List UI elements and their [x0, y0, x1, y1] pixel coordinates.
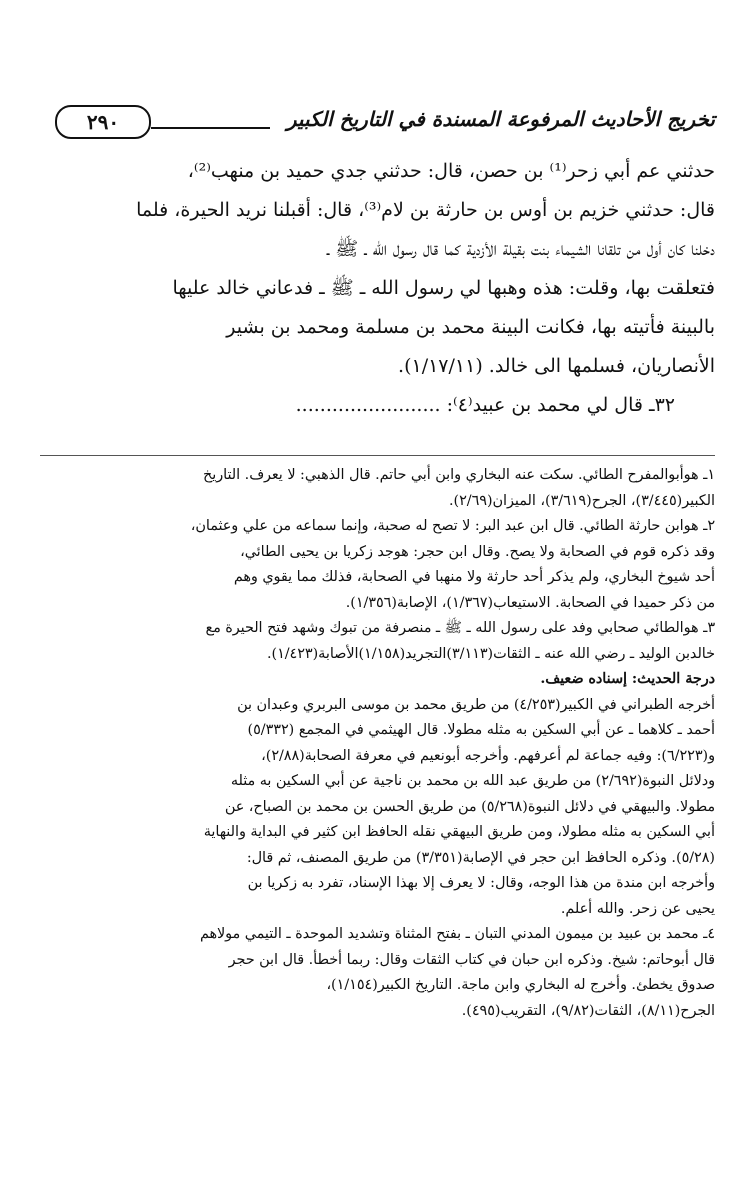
footnote-line: ٢ـ هوابن حارثة الطائي. قال ابن عبد البر: لا تصح له صحبة، وإنما سماعه من علي وعثمان،	[190, 518, 715, 534]
footnote-line: أخرجه الطبراني في الكبير(٤/٢٥٣) من طريق محمد بن موسى البربري وعبدان بن	[237, 696, 715, 713]
footnote-line: قال أبوحاتم: شيخ. وذكره ابن حبان في كتاب الثقات وقال: ربما أخطأ. قال ابن حجر	[228, 951, 715, 968]
footnote-line: ٤ـ محمد بن عبيد بن ميمون المدني التبان ـ بفتح المثناة وتشديد الموحدة ـ التيمي مولاهم	[199, 926, 715, 942]
header-rule	[151, 127, 270, 129]
footnote-line: وقد ذكره قوم في الصحابة ولا يصح. وقال ابن حجر: هوجد زكريا بن يحيى الطائي،	[240, 543, 715, 560]
footnotes	[40, 463, 715, 1024]
main-line: فتعلقت بها، وقلت: هذه وهبها لي رسول الله ـ ﷺ ـ فدعاني خالد عليها	[172, 277, 715, 299]
footnote-line: أبي السكين به مثله مطولا، ومن طريق البيهقي نقله الحافظ ابن كثير في البداية والنهاية	[203, 824, 715, 840]
running-title: تخريج الأحاديث المرفوعة المسندة في التاريخ الكبير	[286, 107, 715, 131]
page-number: ٢٩٠	[55, 105, 151, 139]
footnote-line: (٥/٢٨). وذكره الحافظ ابن حجر في الإصابة(٣/٣٥١) من طريق المصنف، ثم قال:	[246, 849, 715, 866]
footnote-line: الكبير(٣/٤٤٥)، الجرح(٣/٦١٩)، الميزان(٢/٦٩).	[449, 492, 715, 509]
hadith-grade: درجة الحديث: إسناده ضعيف.	[540, 671, 715, 687]
footnote-line: من ذكر حميدا في الصحابة. الاستيعاب(١/٣٦٧)، الإصابة(١/٣٥٦).	[345, 594, 715, 611]
main-line: قال: حدثني خزيم بن أوس بن حارثة بن لام⁽³⁾، قال: أقبلنا نريد الحيرة، فلما	[136, 199, 715, 221]
hadith-heading: ٣٢ـ قال لي محمد بن عبيد⁽٤⁾: ........................	[295, 394, 675, 416]
footnote-line: أحمد ـ كلاهما ـ عن أبي السكين به مثله مطولا. قال الهيثمي في المجمع (٥/٣٣٢)	[247, 722, 715, 738]
footnote-line: ٣ـ هوالطائي صحابي وفد على رسول الله ـ ﷺ ـ منصرفة من تبوك وشهد فتح الحيرة مع	[205, 620, 715, 636]
footnote-line: مطولا. والبيهقي في دلائل النبوة(٥/٢٦٨) من طريق الحسن بن محمد بن الصباح، عن	[224, 798, 715, 815]
footnote-line: الجرح(٨/١١)، الثقات(٩/٨٢)، التقريب(٤٩٥).	[461, 1002, 715, 1019]
main-line: الأنصاريان، فسلمها الى خالد. (١/١٧/١١).	[398, 355, 715, 377]
main-line: دخلنا كان أول من تلقانا الشيماء بنت بقيلة الأزدية كما قال رسول الله ـ ﷺ ـ	[326, 238, 715, 260]
footnote-line: أحد شيوخ البخاري، ولم يذكر أحد حارثة ولا منهبا في الصحابة، فذلك مما يقوي وهم	[233, 569, 715, 585]
footnote-separator	[40, 455, 715, 456]
footnote-line: وأخرجه ابن مندة من هذا الوجه، وقال: لا يعرف إلا بهذا الإسناد، تفرد به زكريا بن	[247, 875, 715, 891]
page-header	[55, 105, 715, 141]
main-line: حدثني عم أبي زحر⁽¹⁾ بن حصن، قال: حدثني جدي حميد بن منهب⁽²⁾،	[187, 160, 715, 182]
footnote-line: و(٦/٢٢٣): وفيه جماعة لم أعرفهم. وأخرجه أبونعيم في معرفة الصحابة(٢/٨٨)،	[261, 747, 715, 764]
footnote-line: ودلائل النبوة(٢/٦٩٢) من طريق عبد الله بن محمد بن ناجية عن أبي السكين به مثله	[230, 773, 715, 789]
footnote-line: خالدبن الوليد ـ رضي الله عنه ـ الثقات(٣/١١٣)التجريد(١/١٥٨)الأصابة(١/٤٢٣).	[266, 645, 715, 662]
footnote-line: ١ـ هوأبوالمفرح الطائي. سكت عنه البخاري وابن أبي حاتم. قال الذهبي: لا يعرف. التاريخ	[203, 467, 715, 483]
main-line: بالبينة فأتيته بها، فكانت البينة محمد بن مسلمة ومحمد بن بشير	[226, 316, 715, 338]
footnote-line: يحيى عن زحر. والله أعلم.	[560, 900, 715, 917]
main-text	[40, 152, 715, 425]
footnote-line: صدوق يخطئ. وأخرج له البخاري وابن ماجة. التاريخ الكبير(١/١٥٤)،	[326, 977, 715, 993]
